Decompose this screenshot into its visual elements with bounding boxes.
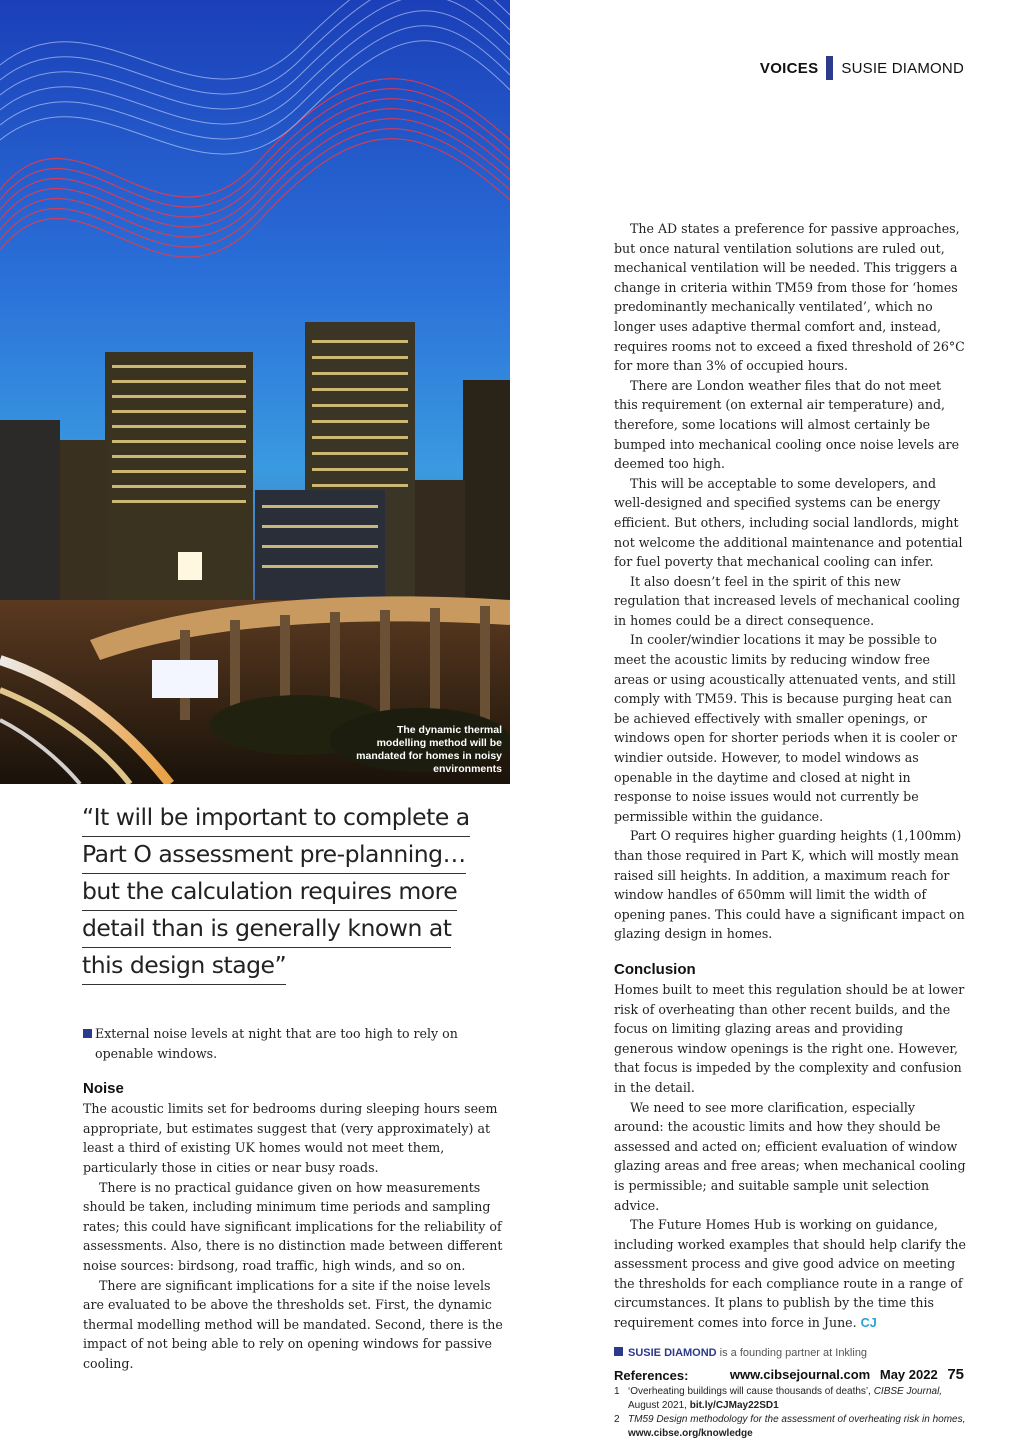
references-heading: References:	[614, 1368, 689, 1384]
footer-date: May 2022	[879, 1367, 938, 1382]
reference-number: 1	[614, 1386, 620, 1398]
pull-quote-line: “It will be important to complete a	[82, 800, 470, 837]
reference-title: ‘Overheating buildings will cause thousands of deaths’,	[628, 1386, 874, 1398]
bullet-square-icon	[83, 1029, 92, 1038]
bio-name: SUSIE DIAMOND	[628, 1346, 717, 1359]
reference-link[interactable]: bit.ly/CJMay22SD1	[689, 1400, 779, 1412]
author-label: SUSIE DIAMOND	[841, 59, 964, 77]
photo-caption: The dynamic thermal modelling method will be mandated for homes in noisy environments	[356, 724, 502, 775]
page-number: 75	[947, 1366, 964, 1383]
bio-text: is a founding partner at Inkling	[716, 1346, 868, 1359]
pull-quote-line: this design stage”	[82, 948, 286, 985]
pull-quote-line: Part O assessment pre-planning…	[82, 837, 466, 874]
right-column	[614, 219, 966, 1441]
reference-item	[614, 1413, 966, 1441]
conclusion-heading: Conclusion	[614, 960, 696, 978]
hero-photo	[0, 0, 510, 784]
bullet-text: External noise levels at night that are too high to rely on openable windows.	[95, 1026, 458, 1061]
body-paragraph: We need to see more clarification, especially around: the acoustic limits and how they should be assessed and acted on; efficient evaluation of window glazing areas and free areas; when mechanical cooling is permissible; and suitable sample unit selection advice.	[614, 1099, 966, 1213]
noise-heading: Noise	[83, 1080, 124, 1098]
left-column	[83, 1024, 503, 1374]
body-paragraph: This will be acceptable to some developers, and well-designed and specified systems can be energy efficient. But others, including social landlords, might not welcome the additional maintenance and potential for fuel poverty that mechanical cooling can infer.	[614, 475, 963, 570]
body-paragraph: The AD states a preference for passive approaches, but once natural ventilation solutions are ruled out, mechanical ventilation will be needed. This triggers a change in criteria within TM59 from those for ‘homes predominantly mechanically ventilated’, which no longer uses adaptive thermal comfort and, instead, requires rooms not to exceed a fixed threshold of 26°C for more than 3% of occupied hours.	[614, 221, 965, 374]
body-paragraph: There is no practical guidance given on how measurements should be taken, including minimum time periods and sampling rates; this could have significant implications for the reliability of assessments. Also, there is no distinction made between different noise sources: birdsong, road traffic, high winds, and so on.	[83, 1179, 503, 1273]
section-label: VOICES	[759, 59, 819, 77]
body-paragraph: Homes built to meet this regulation should be at lower risk of overheating than other recent builds, and the focus on limiting glazing areas and providing generous window openings is the right one. However, that focus is impeded by the complexity and confusion in the detail.	[614, 981, 965, 1095]
author-bio	[614, 1344, 966, 1364]
bullet-item	[83, 1024, 503, 1063]
reference-title: TM59 Design methodology for the assessment of overheating risk in homes,	[628, 1414, 966, 1426]
body-paragraph: It also doesn’t feel in the spirit of this new regulation that increased levels of mechanical cooling in homes could be a direct consequence.	[614, 573, 960, 628]
final-paragraph-text: The Future Homes Hub is working on guidance, including worked examples that should help clarify the assessment process and give good advice on meeting the thresholds for each compliance route in a range of circumstances. It plans to publish by the time this requirement comes into force in June.	[614, 1217, 966, 1331]
body-paragraph: Part O requires higher guarding heights (1,100mm) than those required in Part K, which will mostly mean raised sill heights. In addition, a maximum reach for window handles of 650mm will limit the width of opening panes. This could have a significant impact on glazing design in homes.	[614, 828, 965, 942]
page-footer	[730, 1366, 964, 1383]
footer-site[interactable]: www.cibsejournal.com	[729, 1367, 871, 1382]
pull-quote-line: but the calculation requires more	[82, 874, 457, 911]
reference-date: August 2021,	[628, 1400, 690, 1412]
end-mark: CJ	[860, 1316, 877, 1331]
body-paragraph: In cooler/windier locations it may be possible to meet the acoustic limits by reducing window free areas or using acoustically attenuated vents, and still comply with TM59. This is because purging heat can be achieved effectively with smaller openings, or windows open for shorter periods when it is cooler or windier outside. However, to model windows as openable in the daytime and closed at night in response to noise issues would not currently be permissible within the guidance.	[614, 632, 958, 824]
header-divider	[826, 56, 833, 80]
body-paragraph	[614, 1215, 966, 1334]
reference-number: 2	[614, 1414, 620, 1426]
reference-journal: CIBSE Journal,	[873, 1386, 943, 1398]
reference-item	[614, 1385, 966, 1413]
reference-link[interactable]: www.cibse.org/knowledge	[628, 1428, 753, 1440]
bio-square-icon	[614, 1347, 623, 1356]
body-paragraph: There are significant implications for a site if the noise levels are evaluated to be above the thresholds set. First, the dynamic thermal modelling method will be mandated. Second, there is the impact of not being able to rely on opening windows for passive cooling.	[83, 1277, 503, 1371]
pull-quote	[82, 800, 482, 985]
body-paragraph: The acoustic limits set for bedrooms during sleeping hours seem appropriate, but estimates suggest that (very approximately) at least a third of existing UK homes would not meet them, particularly those in cities or near busy roads.	[83, 1101, 498, 1175]
billboard	[152, 660, 218, 698]
pull-quote-line: detail than is generally known at	[82, 911, 451, 948]
city-night-illustration	[0, 0, 510, 784]
section-header	[760, 56, 964, 80]
body-paragraph: There are London weather files that do not meet this requirement (on external air temperature) and, therefore, some locations will almost certainly be bumped into mechanical cooling once noise levels are deemed too high.	[614, 377, 960, 472]
